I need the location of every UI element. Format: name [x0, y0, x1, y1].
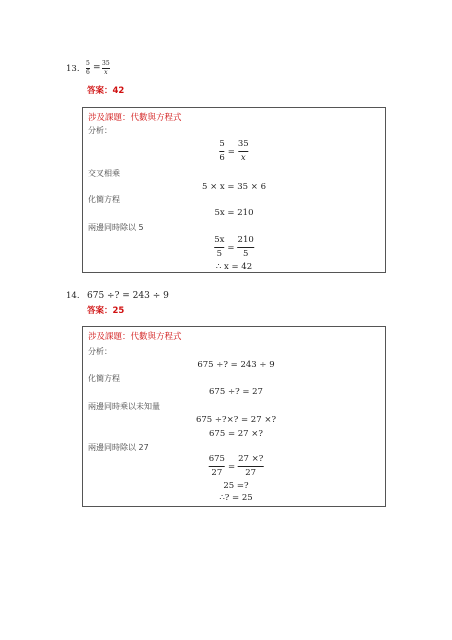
question-13-answer: 答案：42 — [87, 86, 125, 96]
q14-equation-2: 675 ÷? = 27 — [209, 387, 263, 397]
q14-equation-1: 675 ÷? = 243 ÷ 9 — [197, 360, 275, 370]
q13-analysis-label: 分析： — [88, 126, 112, 135]
question-13-number: 13. — [66, 64, 80, 74]
q13-simplify-label: 化簡方程 — [88, 195, 120, 204]
question-14-text: 675 ÷? = 243 ÷ 9 — [87, 291, 169, 301]
q13-step1-equation: 5 6 = 35 x — [219, 139, 249, 163]
q14-divide-equation: 675 27 = 27 ×? 27 — [208, 454, 264, 478]
q14-topic: 涉及課題：代數與方程式 — [88, 332, 182, 342]
question-14-solution-box — [82, 326, 386, 507]
q14-divide-label: 兩邊同時除以 27 — [88, 443, 149, 452]
q13-result: ∴ x = 42 — [215, 262, 253, 272]
question-14-number: 14. — [66, 291, 80, 301]
q14-simplify-label: 化簡方程 — [88, 374, 120, 383]
question-14-answer: 答案：25 — [87, 306, 125, 316]
q14-multiply-label: 兩邊同時乘以未知量 — [88, 402, 160, 411]
q14-analysis-label: 分析： — [88, 347, 112, 356]
q13-cross-label: 交叉相乘 — [88, 169, 120, 178]
question-13-fraction-left: 5 6 — [86, 60, 90, 76]
q14-equation-5: 25 =? — [223, 481, 249, 491]
q13-cross-equation: 5 × x = 35 × 6 — [201, 182, 267, 192]
q13-divide-equation: 5x 5 = 210 5 — [214, 235, 254, 259]
q13-simplify-equation: 5x = 210 — [214, 208, 254, 218]
question-13-equals: = — [93, 63, 101, 73]
question-13-solution-box — [82, 107, 386, 273]
q14-result: ∴? = 25 — [219, 493, 253, 503]
q14-equation-3: 675 ÷?×? = 27 ×? — [195, 415, 277, 425]
q14-equation-4: 675 = 27 ×? — [209, 429, 263, 439]
q13-topic: 涉及課題：代數與方程式 — [88, 113, 182, 123]
q13-divide-label: 兩邊同時除以 5 — [88, 223, 144, 232]
question-13-fraction-right: 35 x — [102, 60, 110, 76]
